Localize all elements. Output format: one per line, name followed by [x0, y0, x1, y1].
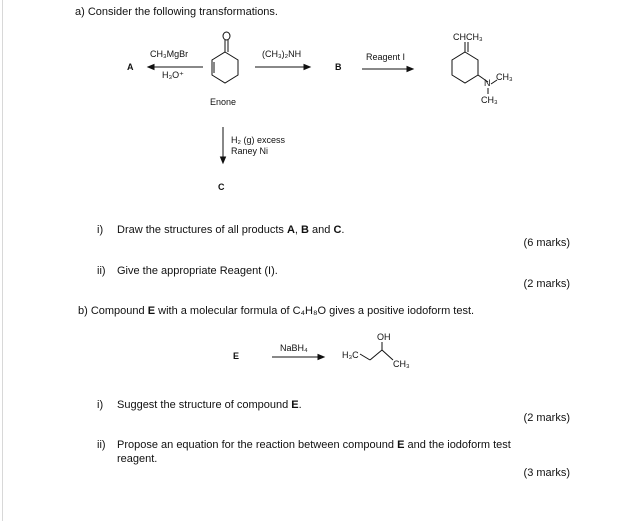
question-a-i: Draw the structures of all products A, B and C. [117, 224, 345, 236]
question-b-ii-line1: Propose an equation for the reaction between compound E and the iodoform test [117, 439, 511, 451]
question-b-i: Suggest the structure of compound E. [117, 399, 302, 411]
question-a-ii: Give the appropriate Reagent (I). [117, 265, 278, 277]
reagent-nabh4: NaBH₄ [280, 343, 308, 353]
reagent-dimethylamine: (CH₃)₂NH [262, 49, 302, 59]
arrow-reagent-I [362, 67, 413, 72]
question-b-i-marks: (2 marks) [523, 412, 570, 424]
part-a-header: a) Consider the following transformations. [75, 6, 278, 18]
arrow-to-C [221, 127, 226, 163]
product-n: N [484, 78, 491, 88]
product-ch3-bottom: CH₃ [481, 95, 498, 105]
enone-structure [212, 32, 238, 83]
question-a-i-marks: (6 marks) [523, 237, 570, 249]
label-B: B [335, 62, 342, 72]
product-ch3: CH₃ [393, 359, 410, 369]
arrow-nabh4 [272, 355, 324, 360]
reagent-ch3mgbr: CH₃MgBr [150, 49, 189, 59]
label-A: A [127, 62, 134, 72]
enone-label: Enone [210, 97, 237, 107]
reagent-raney-ni: Raney Ni [231, 146, 269, 156]
question-a-ii-marks: (2 marks) [523, 278, 570, 290]
reagent-h3o: H₃O⁺ [162, 70, 184, 80]
product-oh: OH [377, 332, 391, 342]
arrow-to-B [255, 65, 310, 70]
question-b-ii-line2: reagent. [117, 453, 158, 465]
question-a-i-number: i) [97, 224, 104, 236]
part-b-header: b) Compound E with a molecular formula of C₄H₈O gives a positive iodoform test. [78, 305, 475, 317]
question-b-i-number: i) [97, 399, 104, 411]
product-ch3-right: CH₃ [496, 72, 513, 82]
arrow-to-A [148, 65, 203, 70]
label-E: E [233, 351, 240, 361]
butanol-structure [360, 342, 393, 360]
question-a-ii-number: ii) [97, 265, 106, 277]
reagent-I-label: Reagent I [366, 52, 406, 62]
product-chch3: CHCH₃ [453, 32, 483, 42]
product-h3c: H₃C [342, 350, 359, 360]
reagent-h2: H₂ (g) excess [231, 135, 286, 145]
label-C: C [218, 182, 225, 192]
question-b-ii-marks: (3 marks) [523, 467, 570, 479]
question-b-ii-number: ii) [97, 439, 106, 451]
